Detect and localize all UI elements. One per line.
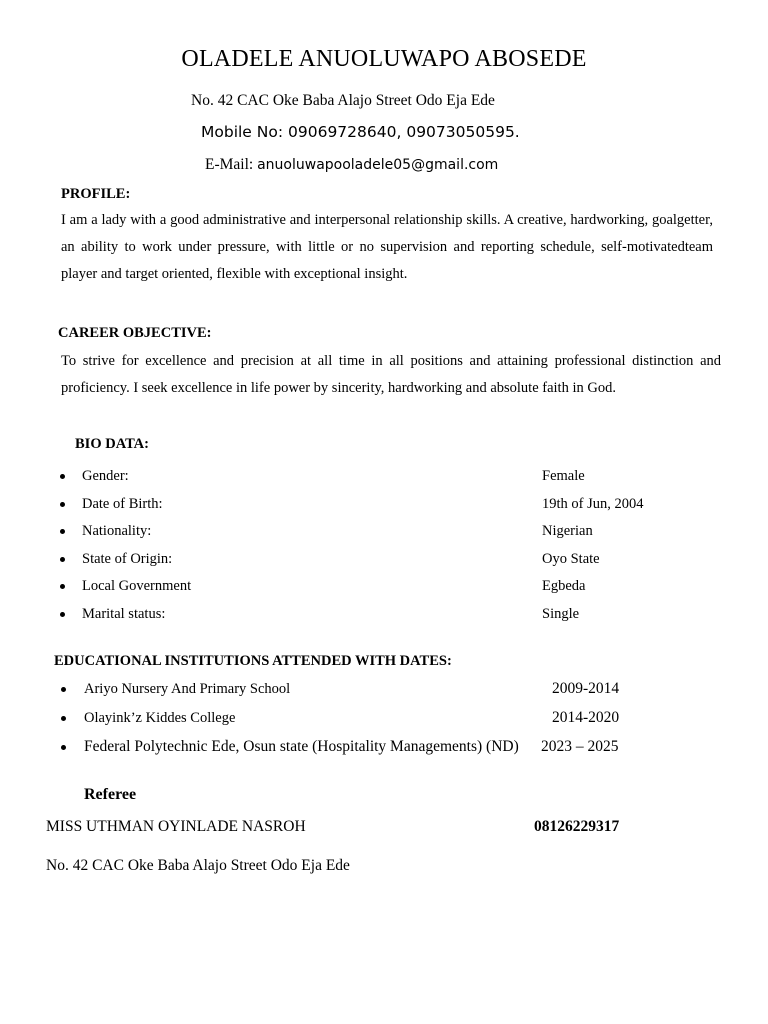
profile-text: I am a lady with a good administrative and interpersonal relationship skills. A creative, hardworking, goalgetter, an ability to work under pressure, with little or no supervision and reporting schedule, self-motivatedteam player and target oriented, flexible with exceptional insight.	[61, 212, 713, 282]
bio-value: Nigerian	[542, 523, 593, 539]
bio-value: Egbeda	[542, 578, 586, 594]
applicant-name: OLADELE ANUOLUWAPO ABOSEDE	[181, 46, 587, 72]
email-address: anuoluwapooladele05@gmail.com	[257, 157, 499, 173]
referee-heading: Referee	[84, 786, 137, 803]
email-line	[205, 156, 498, 174]
bullet-icon	[61, 687, 66, 692]
bio-label: State of Origin:	[82, 551, 173, 567]
career-objective-text: To strive for excellence and precision at all time in all positions and attaining professional distinction and proficiency. I seek excellence in life power by sincerity, hardworking and absolute faith in God.	[61, 353, 721, 396]
bullet-icon	[61, 745, 66, 750]
education-heading: EDUCATIONAL INSTITUTIONS ATTENDED WITH DATES:	[54, 653, 452, 669]
bio-label: Date of Birth:	[82, 496, 163, 512]
institution-name: Olayink’z Kiddes College	[84, 710, 236, 726]
bio-data-heading: BIO DATA:	[75, 436, 149, 452]
applicant-address: No. 42 CAC Oke Baba Alajo Street Odo Eja Ede	[191, 92, 495, 109]
referee-address: No. 42 CAC Oke Baba Alajo Street Odo Eja Ede	[46, 857, 350, 874]
bullet-icon	[60, 584, 65, 589]
institution-name: Federal Polytechnic Ede, Osun state (Hospitality Managements) (ND)	[84, 738, 519, 755]
institution-dates: 2014-2020	[552, 709, 620, 726]
bio-label: Local Government	[82, 578, 192, 594]
bullet-icon	[60, 612, 65, 617]
bio-value: Female	[542, 468, 585, 484]
bullet-icon	[60, 502, 65, 507]
bio-label: Nationality:	[82, 523, 152, 539]
profile-heading: PROFILE:	[61, 186, 131, 202]
bio-value: Oyo State	[542, 551, 600, 567]
bullet-icon	[61, 716, 66, 721]
email-label: E-Mail:	[205, 156, 258, 173]
bullet-icon	[60, 529, 65, 534]
bio-label: Gender:	[82, 468, 129, 484]
bullet-icon	[60, 557, 65, 562]
bio-value: Single	[542, 606, 580, 622]
career-objective-heading: CAREER OBJECTIVE:	[58, 325, 212, 341]
institution-dates: 2009-2014	[552, 680, 620, 697]
referee-name: MISS UTHMAN OYINLADE NASROH	[46, 818, 306, 835]
institution-name: Ariyo Nursery And Primary School	[84, 681, 291, 697]
bio-label: Marital status:	[82, 606, 166, 622]
referee-phone: 08126229317	[534, 818, 620, 835]
bullet-icon	[60, 474, 65, 479]
institution-dates: 2023 – 2025	[541, 738, 619, 755]
bio-value: 19th of Jun, 2004	[542, 496, 644, 512]
mobile-numbers: Mobile No: 09069728640, 09073050595.	[201, 123, 520, 141]
